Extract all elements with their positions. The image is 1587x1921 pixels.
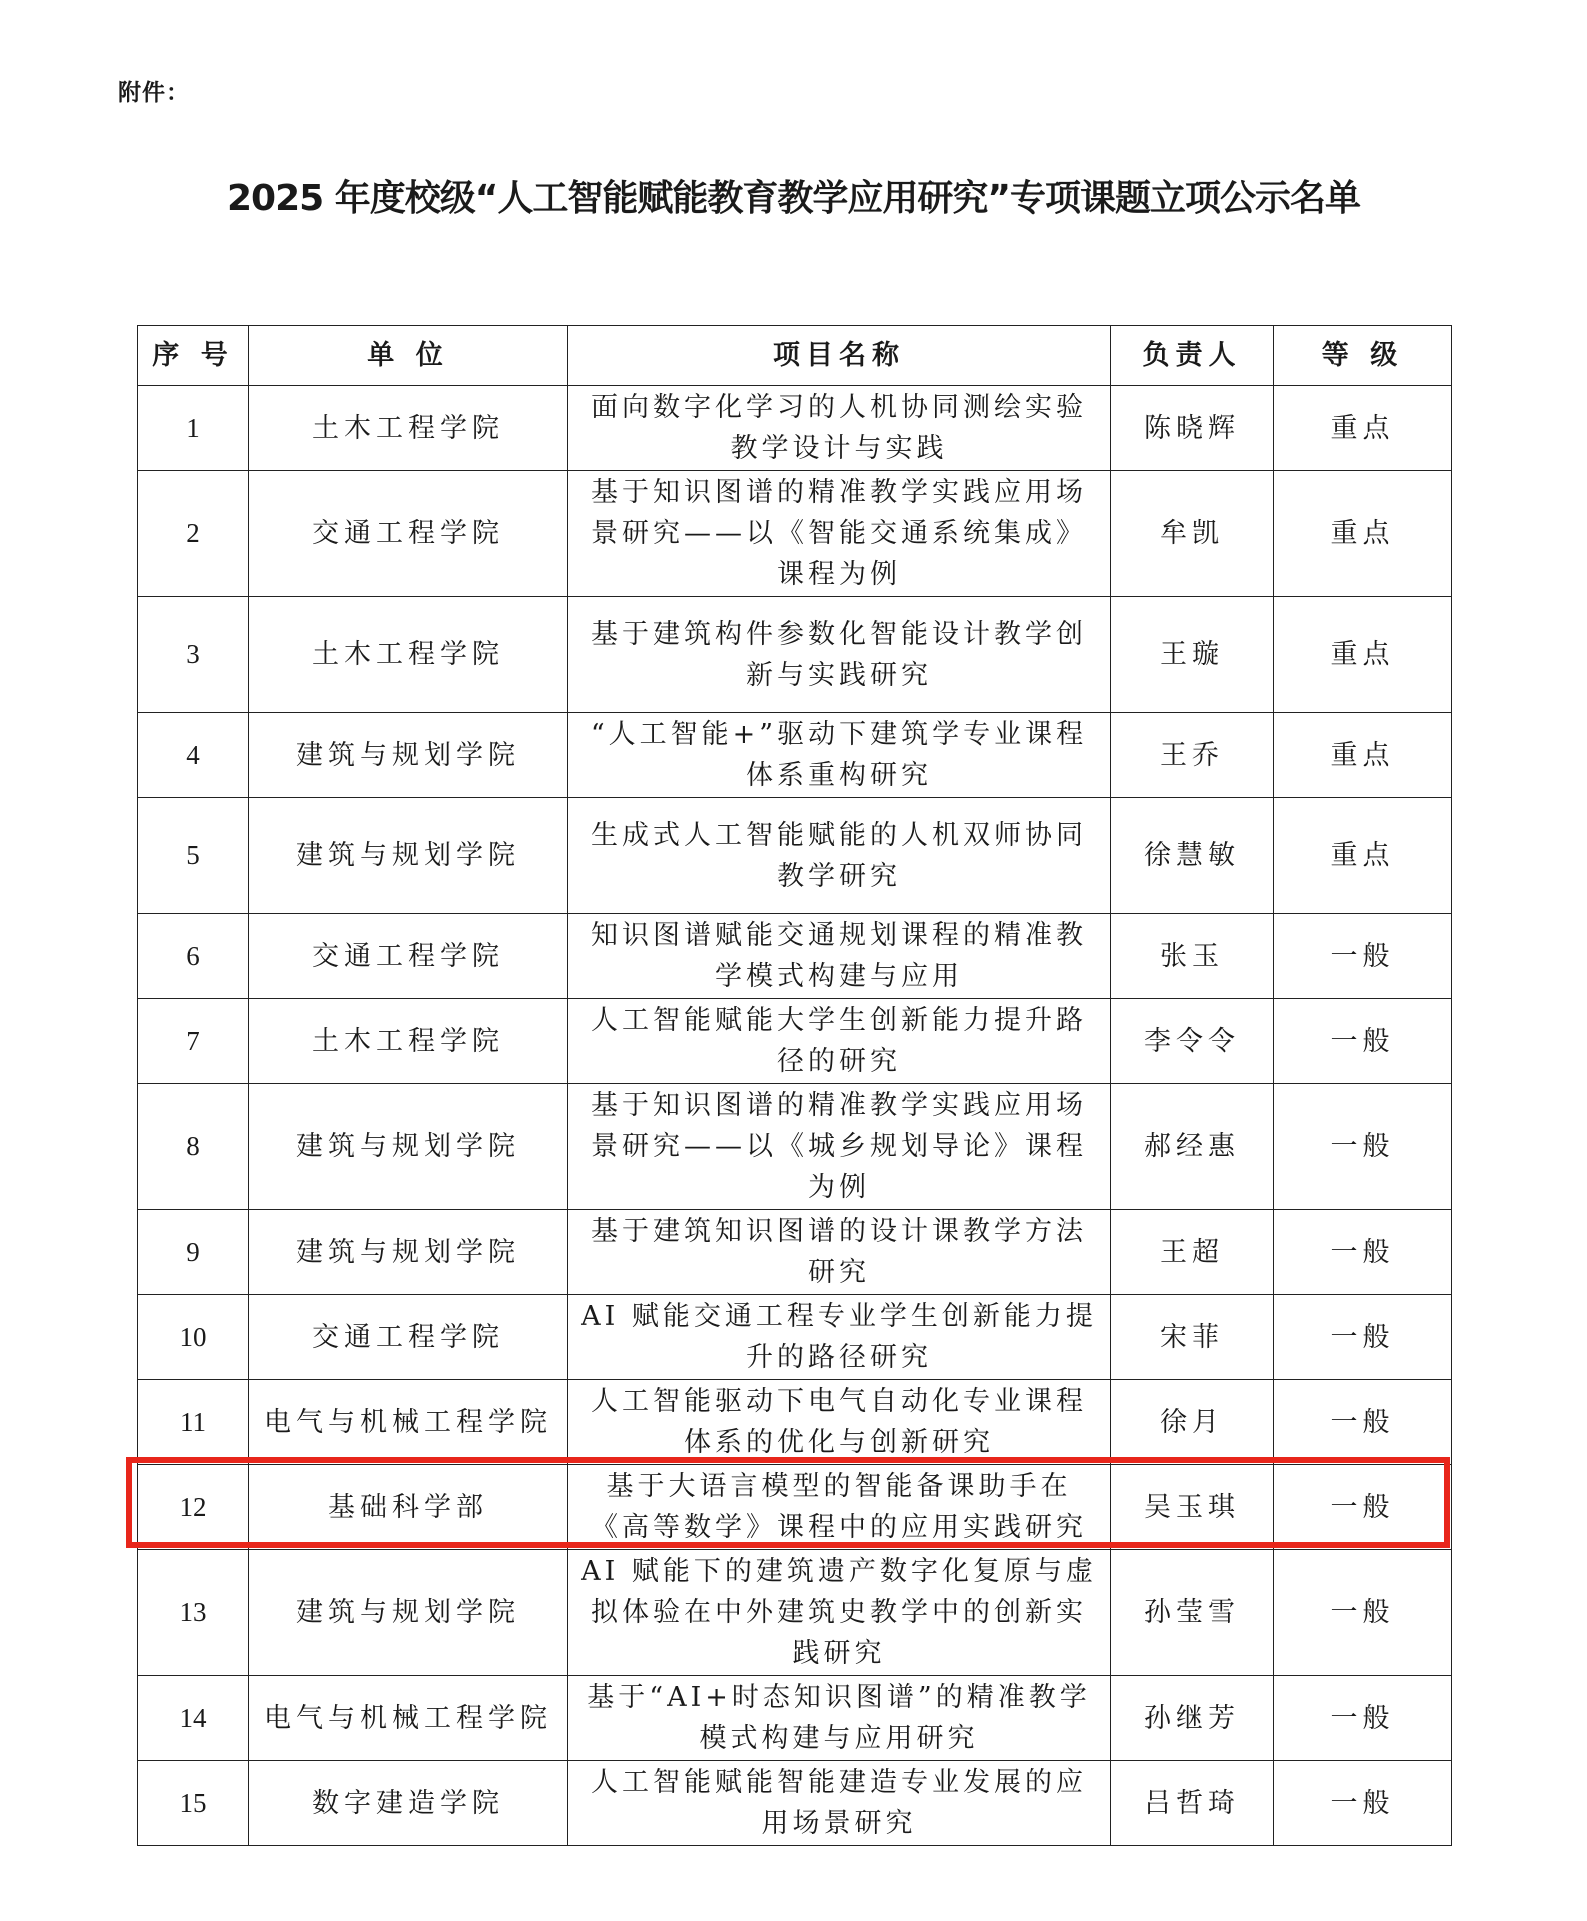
row-project: “人工智能+”驱动下建筑学专业课程体系重构研究 (568, 713, 1111, 798)
row-leader: 王超 (1111, 1210, 1274, 1295)
table-row (138, 1210, 1452, 1295)
row-seq: 12 (138, 1465, 249, 1550)
row-unit: 电气与机械工程学院 (249, 1676, 568, 1761)
table-row (138, 999, 1452, 1084)
header-project: 项目名称 (568, 326, 1111, 386)
row-seq: 10 (138, 1295, 249, 1380)
row-project: 基于建筑构件参数化智能设计教学创新与实践研究 (568, 597, 1111, 713)
table-row (138, 713, 1452, 798)
row-seq: 5 (138, 798, 249, 914)
row-unit: 土木工程学院 (249, 597, 568, 713)
table-row (138, 386, 1452, 471)
row-seq: 8 (138, 1084, 249, 1210)
row-leader: 宋菲 (1111, 1295, 1274, 1380)
row-project: 基于知识图谱的精准教学实践应用场景研究——以《城乡规划导论》课程为例 (568, 1084, 1111, 1210)
row-unit: 电气与机械工程学院 (249, 1380, 568, 1465)
row-leader: 孙莹雪 (1111, 1550, 1274, 1676)
table-row (138, 798, 1452, 914)
row-unit: 建筑与规划学院 (249, 713, 568, 798)
row-seq: 9 (138, 1210, 249, 1295)
row-project: AI 赋能交通工程专业学生创新能力提升的路径研究 (568, 1295, 1111, 1380)
row-leader: 吕哲琦 (1111, 1761, 1274, 1846)
row-unit: 建筑与规划学院 (249, 1210, 568, 1295)
row-leader: 李令令 (1111, 999, 1274, 1084)
row-seq: 7 (138, 999, 249, 1084)
row-level: 一般 (1274, 1295, 1452, 1380)
row-project: 面向数字化学习的人机协同测绘实验教学设计与实践 (568, 386, 1111, 471)
row-level: 重点 (1274, 471, 1452, 597)
row-unit: 基础科学部 (249, 1465, 568, 1550)
row-leader: 孙继芳 (1111, 1676, 1274, 1761)
row-project: 基于“AI+时态知识图谱”的精准教学模式构建与应用研究 (568, 1676, 1111, 1761)
row-unit: 建筑与规划学院 (249, 1550, 568, 1676)
table-row (138, 597, 1452, 713)
row-project: 基于建筑知识图谱的设计课教学方法研究 (568, 1210, 1111, 1295)
row-unit: 数字建造学院 (249, 1761, 568, 1846)
row-level: 一般 (1274, 1761, 1452, 1846)
table-row (138, 1380, 1452, 1465)
row-seq: 3 (138, 597, 249, 713)
header-unit: 单 位 (249, 326, 568, 386)
table-row (138, 914, 1452, 999)
row-leader: 徐慧敏 (1111, 798, 1274, 914)
row-level: 一般 (1274, 1550, 1452, 1676)
row-unit: 交通工程学院 (249, 914, 568, 999)
row-project: 基于大语言模型的智能备课助手在《高等数学》课程中的应用实践研究 (568, 1465, 1111, 1550)
row-unit: 交通工程学院 (249, 471, 568, 597)
header-seq: 序 号 (138, 326, 249, 386)
row-unit: 交通工程学院 (249, 1295, 568, 1380)
row-level: 一般 (1274, 1210, 1452, 1295)
document-title: 2025 年度校级“人工智能赋能教育教学应用研究”专项课题立项公示名单 (226, 178, 1361, 219)
row-leader: 吴玉琪 (1111, 1465, 1274, 1550)
row-level: 一般 (1274, 1380, 1452, 1465)
table-row (138, 1550, 1452, 1676)
row-project: 人工智能赋能大学生创新能力提升路径的研究 (568, 999, 1111, 1084)
row-leader: 陈晓辉 (1111, 386, 1274, 471)
row-unit: 建筑与规划学院 (249, 1084, 568, 1210)
row-seq: 15 (138, 1761, 249, 1846)
row-unit: 土木工程学院 (249, 386, 568, 471)
row-seq: 11 (138, 1380, 249, 1465)
row-unit: 建筑与规划学院 (249, 798, 568, 914)
project-list-table (137, 325, 1452, 1846)
row-level: 一般 (1274, 1676, 1452, 1761)
row-project: 生成式人工智能赋能的人机双师协同教学研究 (568, 798, 1111, 914)
row-seq: 2 (138, 471, 249, 597)
row-seq: 13 (138, 1550, 249, 1676)
row-level: 重点 (1274, 597, 1452, 713)
row-leader: 王乔 (1111, 713, 1274, 798)
row-level: 一般 (1274, 1465, 1452, 1550)
row-seq: 6 (138, 914, 249, 999)
row-project: 人工智能驱动下电气自动化专业课程体系的优化与创新研究 (568, 1380, 1111, 1465)
table-row (138, 1676, 1452, 1761)
row-level: 一般 (1274, 999, 1452, 1084)
row-level: 重点 (1274, 798, 1452, 914)
row-project: 知识图谱赋能交通规划课程的精准教学模式构建与应用 (568, 914, 1111, 999)
row-level: 一般 (1274, 1084, 1452, 1210)
row-level: 重点 (1274, 713, 1452, 798)
row-seq: 1 (138, 386, 249, 471)
table-header-row (138, 326, 1452, 386)
row-leader: 牟凯 (1111, 471, 1274, 597)
table-row-highlighted (138, 1465, 1452, 1550)
row-leader: 张玉 (1111, 914, 1274, 999)
table-row (138, 1084, 1452, 1210)
table-row (138, 1761, 1452, 1846)
row-leader: 王璇 (1111, 597, 1274, 713)
table-row (138, 471, 1452, 597)
row-level: 一般 (1274, 914, 1452, 999)
header-leader: 负责人 (1111, 326, 1274, 386)
row-seq: 14 (138, 1676, 249, 1761)
row-project: 人工智能赋能智能建造专业发展的应用场景研究 (568, 1761, 1111, 1846)
row-leader: 徐月 (1111, 1380, 1274, 1465)
row-project: AI 赋能下的建筑遗产数字化复原与虚拟体验在中外建筑史教学中的创新实践研究 (568, 1550, 1111, 1676)
attachment-label: 附件： (118, 80, 190, 106)
header-level: 等 级 (1274, 326, 1452, 386)
row-unit: 土木工程学院 (249, 999, 568, 1084)
row-seq: 4 (138, 713, 249, 798)
row-project: 基于知识图谱的精准教学实践应用场景研究——以《智能交通系统集成》课程为例 (568, 471, 1111, 597)
row-level: 重点 (1274, 386, 1452, 471)
row-leader: 郝经惠 (1111, 1084, 1274, 1210)
table-row (138, 1295, 1452, 1380)
